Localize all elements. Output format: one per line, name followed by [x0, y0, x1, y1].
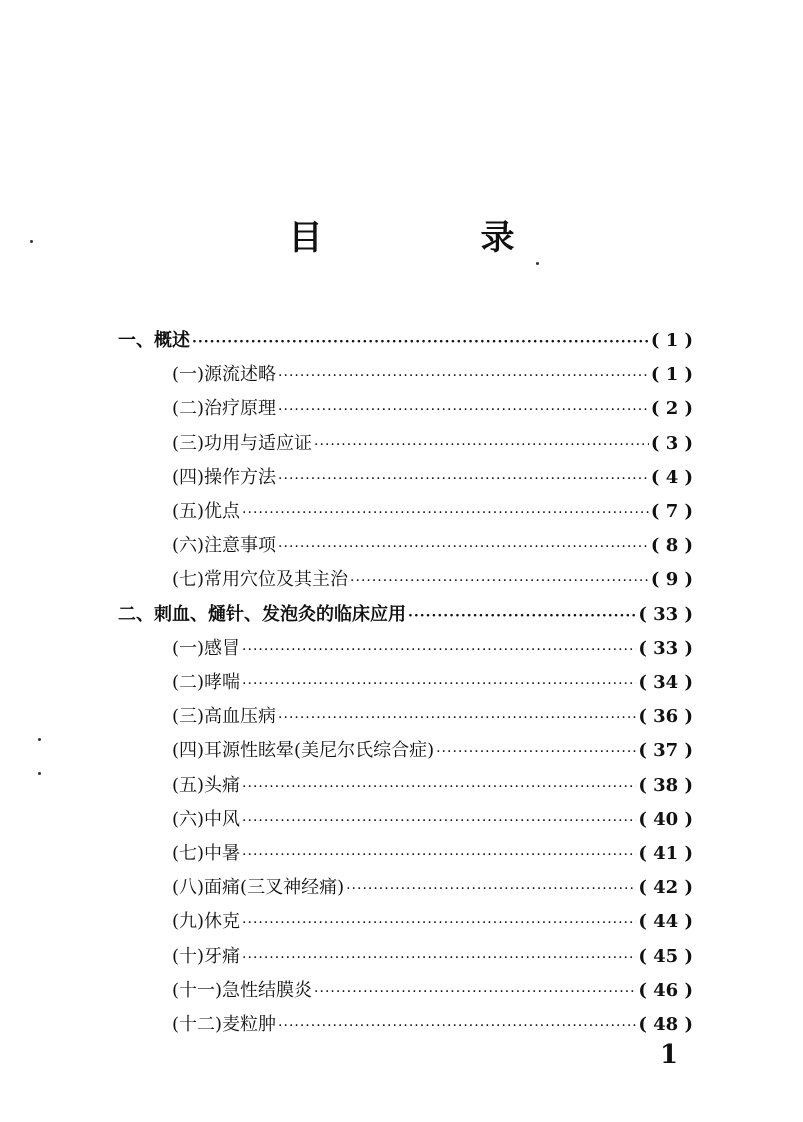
toc-entry-page: ( 41 ) — [638, 843, 693, 864]
toc-entry — [172, 497, 693, 527]
page-title: 目 录 — [288, 218, 577, 258]
toc-entry — [118, 600, 693, 630]
toc-entry-label: (六)注意事项 — [172, 535, 277, 557]
toc-entry-page: ( 37 ) — [638, 740, 693, 762]
toc-entry-page: ( 7 ) — [650, 501, 693, 522]
dot-leader — [314, 977, 636, 1007]
toc-entry — [172, 360, 693, 390]
toc-entry-page: ( 42 ) — [638, 877, 693, 899]
toc-entry — [172, 839, 693, 869]
dot-leader — [346, 874, 636, 904]
toc-entry-page: ( 44 ) — [638, 911, 693, 933]
dot-leader — [278, 395, 649, 425]
dot-leader — [242, 943, 636, 973]
toc-entry-label: (二)哮喘 — [172, 672, 241, 693]
toc-entry — [172, 1010, 693, 1040]
toc-entry-label: (三)功用与适应证 — [172, 432, 313, 454]
dot-leader — [242, 635, 636, 665]
dot-leader — [278, 532, 649, 562]
dot-leader — [350, 566, 649, 596]
toc-entry-label: (七)中暑 — [172, 843, 241, 864]
dot-leader — [278, 464, 649, 494]
dot-leader — [436, 737, 636, 767]
dot-leader — [278, 1011, 636, 1041]
toc-entry-label: 一、概述 — [118, 330, 190, 351]
scan-speck — [38, 738, 41, 741]
dot-leader — [242, 840, 636, 870]
toc-entry-label: (五)优点 — [172, 501, 241, 522]
toc-entry — [172, 805, 693, 835]
toc-entry-label: (七)常用穴位及其主治 — [172, 569, 349, 591]
toc-entry-page: ( 4 ) — [650, 466, 693, 488]
toc-entry-page: ( 8 ) — [650, 535, 693, 557]
dot-leader — [242, 908, 636, 938]
toc-entry-page: ( 46 ) — [638, 979, 693, 1001]
toc-entry — [172, 634, 693, 664]
scan-speck — [30, 240, 33, 243]
dot-leader — [242, 669, 636, 699]
toc-entry-label: (十二)麦粒肿 — [172, 1014, 277, 1035]
dot-leader — [408, 601, 636, 631]
toc-entry-page: ( 40 ) — [638, 808, 693, 830]
toc-entry — [172, 907, 693, 937]
toc-entry-page: ( 33 ) — [638, 603, 693, 625]
toc-entry — [172, 531, 693, 561]
toc-entry-page: ( 48 ) — [638, 1014, 693, 1035]
toc-entry-label: (三)高血压病 — [172, 706, 277, 728]
toc-entry-label: (四)操作方法 — [172, 466, 277, 488]
toc-entry-page: ( 3 ) — [650, 432, 693, 454]
toc-entry-page: ( 1 ) — [650, 330, 693, 351]
toc-entry — [172, 702, 693, 732]
toc-entry-label: (九)休克 — [172, 911, 241, 933]
dot-leader — [314, 430, 649, 460]
toc-entry-label: (八)面痛(三叉神经痛) — [172, 877, 345, 899]
toc-entry-label: (四)耳源性眩晕(美尼尔氏综合症) — [172, 740, 435, 762]
dot-leader — [242, 806, 636, 836]
dot-leader — [278, 361, 649, 391]
toc-entry-page: ( 9 ) — [650, 569, 693, 591]
toc-entry-label: (十一)急性结膜炎 — [172, 979, 313, 1001]
toc-entry-page: ( 33 ) — [638, 637, 693, 659]
toc-entry-page: ( 36 ) — [638, 706, 693, 728]
toc-entry-page: ( 45 ) — [638, 945, 693, 967]
toc-entry-page: ( 34 ) — [638, 672, 693, 693]
toc-entry-label: (十)牙痛 — [172, 945, 241, 967]
toc-entry — [172, 463, 693, 493]
toc-entry — [172, 942, 693, 972]
toc-entry — [172, 976, 693, 1006]
toc-entry-label: 二、刺血、熥针、发泡灸的临床应用 — [118, 603, 406, 625]
toc-entry-label: (二)治疗原理 — [172, 398, 277, 420]
toc-entry — [172, 668, 693, 698]
page-number: 1 — [660, 1040, 679, 1070]
toc-entry-label: (一)感冒 — [172, 637, 241, 659]
dot-leader — [242, 498, 649, 528]
toc-entry — [172, 394, 693, 424]
dot-leader — [278, 703, 636, 733]
toc-entry — [172, 873, 693, 903]
toc-entry-label: (六)中风 — [172, 808, 241, 830]
toc-entry — [172, 565, 693, 595]
toc-entry — [172, 429, 693, 459]
toc-entry-page: ( 1 ) — [650, 364, 693, 386]
toc-entry-label: (一)源流述略 — [172, 364, 277, 386]
scan-speck — [38, 772, 41, 775]
toc-entry — [118, 326, 693, 356]
dot-leader — [192, 327, 649, 357]
toc-entry-page: ( 38 ) — [638, 774, 693, 796]
toc-entry-label: (五)头痛 — [172, 774, 241, 796]
toc-entry — [172, 736, 693, 766]
toc-entry — [172, 771, 693, 801]
dot-leader — [242, 772, 636, 802]
toc-entry-page: ( 2 ) — [650, 398, 693, 420]
scan-speck — [536, 262, 539, 265]
